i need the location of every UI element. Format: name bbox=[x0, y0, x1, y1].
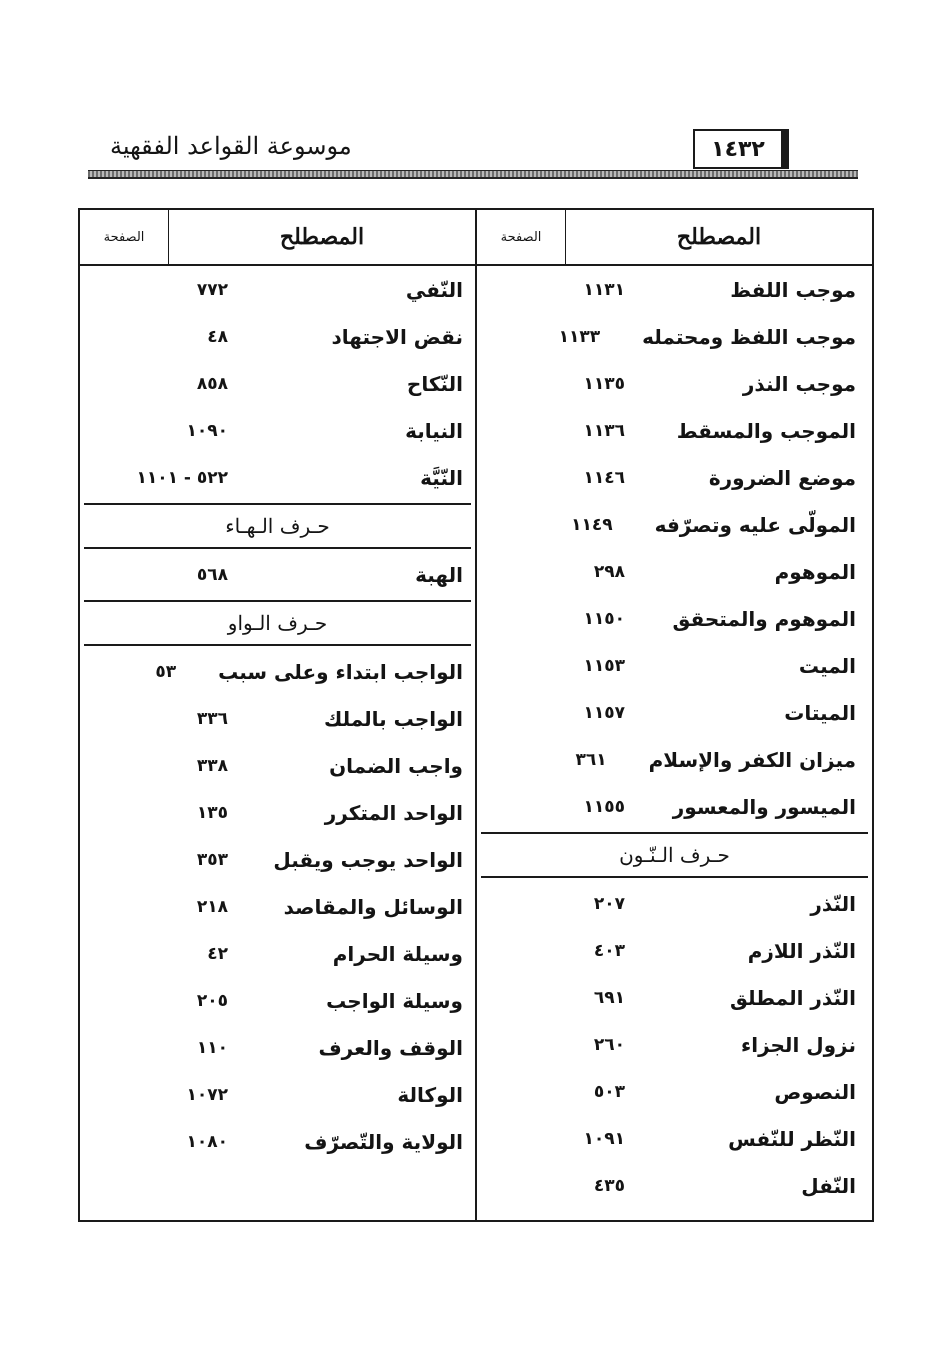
index-entry bbox=[80, 1118, 473, 1165]
entry-page: ٣٣٦ bbox=[196, 708, 228, 729]
index-entry bbox=[80, 695, 473, 742]
entry-term: الموهوم والمتحقق bbox=[672, 606, 856, 631]
index-entry bbox=[477, 1115, 866, 1162]
entry-page: ١١٣١ bbox=[583, 279, 625, 300]
index-entry bbox=[80, 883, 473, 930]
entry-term: موجب اللفظ ومحتمله bbox=[642, 324, 856, 349]
entry-page: ٢٠٥ bbox=[196, 990, 228, 1011]
entry-term: الواحد المتكرر bbox=[324, 800, 463, 825]
term-header: المصطلح bbox=[168, 210, 475, 264]
entry-term: نزول الجزاء bbox=[741, 1032, 856, 1057]
entry-term: موجب النذر bbox=[742, 371, 856, 396]
index-entry bbox=[80, 313, 473, 360]
section-header-waw: حـرف الـواو bbox=[84, 600, 471, 646]
index-entry bbox=[80, 977, 473, 1024]
index-entry bbox=[477, 313, 866, 360]
index-entry bbox=[477, 407, 866, 454]
entry-page: ٣٦١ bbox=[575, 749, 607, 770]
entry-term: النصوص bbox=[774, 1079, 856, 1104]
column-header-left bbox=[80, 210, 475, 266]
entry-page: ٤٣٥ bbox=[593, 1175, 625, 1196]
entry-page: ٥٦٨ bbox=[196, 564, 228, 585]
entry-term: الموجب والمسقط bbox=[676, 418, 856, 443]
entry-page: ٢١٨ bbox=[196, 896, 228, 917]
index-entry bbox=[477, 927, 866, 974]
page-number-box bbox=[693, 129, 789, 169]
entry-term: النّذر bbox=[810, 891, 856, 916]
entry-page: ٥٢٢ - ١١٠١ bbox=[136, 467, 228, 488]
entry-page: ١٠٧٢ bbox=[186, 1084, 228, 1105]
index-entry bbox=[477, 266, 866, 313]
entry-page: ١١٤٦ bbox=[583, 467, 625, 488]
entry-page: ١١٥٠ bbox=[583, 608, 625, 629]
index-entry bbox=[477, 880, 866, 927]
entry-term: النّكاح bbox=[406, 371, 463, 396]
entry-page: ٢٦٠ bbox=[593, 1034, 625, 1055]
index-entry bbox=[80, 1024, 473, 1071]
entry-page: ١٠٩٠ bbox=[186, 420, 228, 441]
index-entry bbox=[80, 551, 473, 598]
entry-page: ٣٥٣ bbox=[196, 849, 228, 870]
index-entry bbox=[80, 648, 473, 695]
entry-list bbox=[477, 880, 872, 1209]
section-header-noon: حـرف الـنّـون bbox=[481, 832, 868, 878]
entry-page: ٤٨ bbox=[207, 326, 228, 347]
index-entry bbox=[477, 501, 866, 548]
entry-term: واجب الضمان bbox=[329, 753, 463, 778]
index-entry bbox=[80, 742, 473, 789]
running-header-title: موسوعة القواعد الفقهية bbox=[110, 132, 352, 160]
entry-page: ٧٧٢ bbox=[196, 279, 228, 300]
entry-term: الميتات bbox=[784, 700, 856, 725]
entry-term: النّفي bbox=[405, 277, 463, 302]
entry-term: موجب اللفظ bbox=[730, 277, 856, 302]
index-column-right bbox=[477, 210, 872, 1220]
index-entry bbox=[477, 1068, 866, 1115]
entry-page: ٨٥٨ bbox=[196, 373, 228, 394]
entry-term: الواجب ابتداء وعلى سبب bbox=[218, 659, 463, 684]
entry-term: موضع الضرورة bbox=[708, 465, 856, 490]
entry-term: النّظر للنّفس bbox=[728, 1126, 856, 1151]
entry-page: ١١٥٧ bbox=[583, 702, 625, 723]
entry-page: ١٠٩١ bbox=[583, 1128, 625, 1149]
entry-term: الواجب بالملك bbox=[323, 706, 463, 731]
entry-list bbox=[80, 266, 475, 501]
entry-list bbox=[80, 648, 475, 1165]
index-entry bbox=[477, 1162, 866, 1209]
index-entry bbox=[477, 736, 866, 783]
index-entry bbox=[477, 783, 866, 830]
entry-term: وسيلة الحرام bbox=[332, 941, 463, 966]
index-entry bbox=[80, 454, 473, 501]
entry-term: الهبة bbox=[415, 562, 463, 587]
index-entry bbox=[80, 266, 473, 313]
entry-page: ١١٣٥ bbox=[583, 373, 625, 394]
page-number: ١٤٣٢ bbox=[711, 136, 765, 162]
entry-page: ١١٥٣ bbox=[583, 655, 625, 676]
entry-list bbox=[80, 551, 475, 598]
entry-page: ٦٩١ bbox=[593, 987, 625, 1008]
column-header-right bbox=[477, 210, 872, 266]
entry-term: الميت bbox=[798, 653, 856, 678]
entry-term: الموهوم bbox=[774, 559, 856, 584]
index-entry bbox=[477, 642, 866, 689]
entry-term: نقض الاجتهاد bbox=[331, 324, 463, 349]
entry-term: وسيلة الواجب bbox=[326, 988, 463, 1013]
entry-term: النّيَّة bbox=[420, 465, 463, 490]
header-divider bbox=[88, 170, 858, 179]
entry-term: ميزان الكفر والإسلام bbox=[648, 747, 856, 772]
page-header: الصفحة bbox=[103, 229, 145, 245]
index-entry bbox=[80, 407, 473, 454]
entry-page: ١١٠ bbox=[196, 1037, 228, 1058]
entry-term: النيابة bbox=[405, 418, 463, 443]
entry-term: الواحد يوجب ويقبل bbox=[273, 847, 463, 872]
entry-page: ١١٣٣ bbox=[558, 326, 601, 347]
page-header: الصفحة bbox=[500, 229, 542, 245]
index-entry bbox=[477, 974, 866, 1021]
entry-page: ٤٢ bbox=[207, 943, 228, 964]
index-entry bbox=[477, 595, 866, 642]
index-entry bbox=[80, 930, 473, 977]
index-entry bbox=[477, 360, 866, 407]
index-entry bbox=[80, 789, 473, 836]
entry-page: ٢٩٨ bbox=[593, 561, 625, 582]
entry-page: ١١٤٩ bbox=[571, 514, 613, 535]
index-table bbox=[78, 208, 874, 1222]
term-header: المصطلح bbox=[565, 210, 872, 264]
entry-page: ٢٠٧ bbox=[593, 893, 625, 914]
entry-page: ٥٠٣ bbox=[593, 1081, 625, 1102]
index-entry bbox=[477, 454, 866, 501]
entry-term: الوكالة bbox=[397, 1082, 463, 1107]
index-column-left bbox=[80, 210, 475, 1220]
entry-term: الميسور والمعسور bbox=[672, 794, 856, 819]
index-entry bbox=[477, 1021, 866, 1068]
entry-term: المولّى عليه وتصرّفه bbox=[654, 512, 856, 537]
entry-page: ٥٣ bbox=[155, 661, 177, 682]
index-entry bbox=[80, 360, 473, 407]
entry-page: ١١٥٥ bbox=[583, 796, 625, 817]
index-entry bbox=[80, 836, 473, 883]
section-header-haa: حـرف الـهـاء bbox=[84, 503, 471, 549]
entry-page: ١١٣٦ bbox=[583, 420, 625, 441]
entry-term: النّذر المطلق bbox=[729, 985, 856, 1010]
entry-page: ١٣٥ bbox=[196, 802, 228, 823]
index-entry bbox=[80, 1071, 473, 1118]
entry-term: النّذر اللازم bbox=[747, 938, 856, 963]
index-entry bbox=[477, 689, 866, 736]
entry-term: الوسائل والمقاصد bbox=[283, 894, 463, 919]
index-entry bbox=[477, 548, 866, 595]
entry-page: ١٠٨٠ bbox=[186, 1131, 228, 1152]
entry-list bbox=[477, 266, 872, 830]
entry-term: الوقف والعرف bbox=[318, 1035, 463, 1060]
entry-term: النّفل bbox=[801, 1173, 856, 1198]
entry-term: الولاية والتّصرّف bbox=[304, 1129, 463, 1154]
entry-page: ٤٠٣ bbox=[593, 940, 625, 961]
entry-page: ٣٣٨ bbox=[196, 755, 228, 776]
